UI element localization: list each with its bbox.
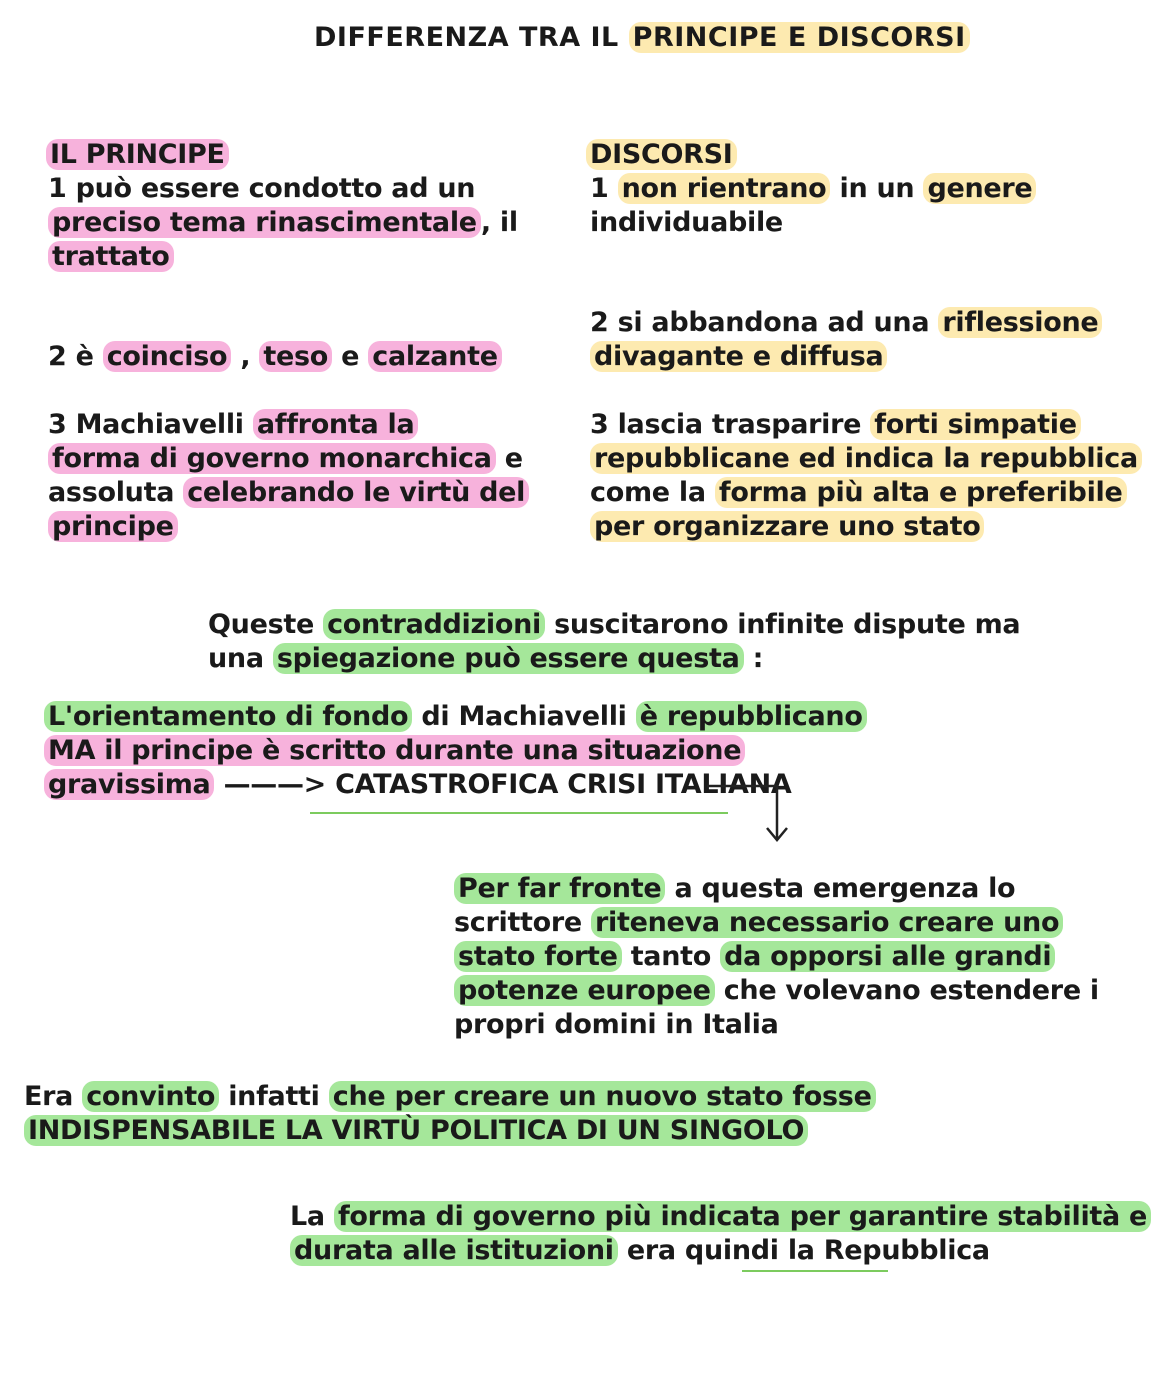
contraddizioni-paragraph: Queste contraddizioni suscitarono infinite dispute ma una spiegazione può essere questa : [208, 609, 1021, 674]
repubblica-underline [742, 1270, 888, 1272]
arrow-right-icon: ———> [214, 769, 336, 800]
fronte-paragraph: Per far fronte a questa emergenza lo scrittore riteneva necessario creare uno stato forte tanto da opporsi alle grandi potenze europee che volevano estendere i propri domini in Italia [454, 873, 1099, 1040]
forma-paragraph: La forma di governo più indicata per garantire stabilità e durata alle istituzioni era quindi la Repubblica [290, 1200, 1151, 1268]
principe-point-3: 3 Machiavelli affronta la forma di governo monarchica e assoluta celebrando le virtù del principe [48, 408, 529, 544]
arrow-down-icon [705, 778, 795, 848]
crisi-underline [310, 812, 728, 814]
discorsi-point-3: 3 lascia trasparire forti simpatie repubblicane ed indica la repubblica come la forma più alta e preferibile per organizzare uno stato [590, 408, 1142, 544]
principe-heading: IL PRINCIPE [46, 138, 229, 172]
discorsi-point-2: 2 si abbandona ad una riflessione divagante e diffusa [590, 306, 1102, 374]
discorsi-point-1: 1 non rientrano in un genere individuabile [590, 172, 1036, 240]
convinto-paragraph: Era convinto infatti che per creare un nuovo stato fosse INDISPENSABILE LA VIRTÙ POLITICA DI UN SINGOLO [24, 1080, 876, 1148]
page-title: DIFFERENZA TRA IL PRINCIPE E DISCORSI [314, 22, 970, 53]
discorsi-heading: DISCORSI [586, 138, 737, 172]
principe-point-1: 1 può essere condotto ad un preciso tema rinascimentale , il trattato [48, 173, 518, 272]
orientamento-paragraph: L'orientamento di fondo di Machiavelli è repubblicano MA il principe è scritto durante una situazione gravissima ———> CATASTROFICA CRISI ITALIANA [44, 700, 867, 802]
principe-point-2: 2 è coinciso , teso e calzante [48, 340, 502, 374]
